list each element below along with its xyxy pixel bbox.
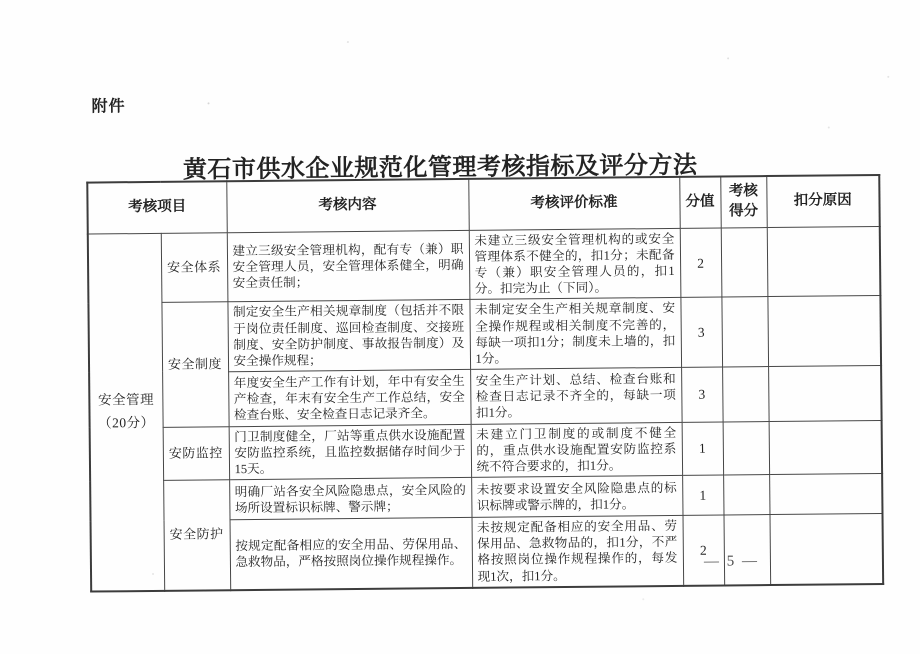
category-name: 安全管理 (98, 391, 155, 408)
reason-cell (769, 514, 883, 585)
standard-cell: 安全生产计划、总结、检查台账和检查日志记录不齐全的，每缺一项扣1分。 (470, 367, 682, 424)
subitem-cell: 安防监控 (163, 427, 230, 481)
score-cell: 1 (682, 475, 723, 515)
earned-cell (723, 421, 770, 475)
subitem-cell: 安全体系 (161, 233, 228, 303)
standard-cell: 未制定安全生产相关规章制度、安全操作规程或相关制度不完善的，每缺一项扣1分；制度未上墙的，扣1分。 (469, 298, 681, 369)
header-earned: 考核得分 (720, 176, 766, 228)
header-score: 分值 (679, 176, 720, 228)
standard-cell: 未建立门卫制度的或制度不健全的，重点供水设施配置安防监控系统不符合要求的，扣1分。 (471, 422, 683, 477)
content-cell: 明确厂站各安全风险隐患点，安全风险的场所设置标识标牌、警示牌； (229, 478, 471, 520)
score-cell: 3 (681, 367, 723, 422)
content-cell: 门卫制度健全，厂站等重点供水设施配置安防监控系统，且监控数据储存时间少于15天。 (229, 424, 472, 480)
earned-cell (722, 366, 769, 421)
attachment-label: 附件 (91, 98, 126, 116)
content-cell: 按规定配备相应的安全用品、劳保用品、急救物品，严格按照岗位操作规程操作。 (230, 518, 473, 590)
header-standard: 考核评价标准 (468, 177, 679, 231)
earned-cell (723, 475, 769, 515)
header-content: 考核内容 (226, 179, 468, 233)
table-row (88, 296, 881, 373)
table-header-row (87, 175, 879, 234)
scan-noise (208, 102, 210, 104)
category-points: （20分） (98, 414, 155, 431)
earned-cell (721, 297, 768, 367)
table-row (90, 420, 882, 481)
assessment-table (86, 174, 884, 592)
reason-cell (768, 365, 882, 421)
header-reason: 扣分原因 (766, 175, 879, 228)
standard-cell: 未建立三级安全管理机构的或安全管理体系不健全的，扣1分；未配备专（兼）职安全管理人员的，扣1分。扣完为止（下同）。 (469, 228, 681, 299)
standard-cell: 未按规定配备相应的安全用品、劳保用品、急救物品的，扣1分，不严格按照岗位操作规程操作的，每发现1次，扣1分。 (472, 516, 684, 588)
reason-cell (769, 474, 882, 515)
score-cell: 1 (682, 422, 724, 476)
subitem-cell: 安全制度 (161, 302, 228, 427)
earned-cell (721, 228, 768, 298)
content-cell: 年度安全生产工作有计划，年中有安全生产检查，年末有安全生产工作总结，安全检查台账、安全检查日志记录齐全。 (228, 369, 471, 426)
reason-cell (769, 420, 883, 474)
header-item: 考核项目 (87, 181, 226, 234)
earned-cell (724, 515, 771, 585)
page-number: — 5 — (703, 553, 760, 570)
subitem-cell: 安全防护 (163, 480, 230, 591)
page-title: 黄石市供水企业规范化管理考核指标及评分方法 (182, 152, 698, 184)
reason-cell (767, 296, 881, 367)
score-cell: 2 (680, 228, 722, 298)
score-cell: 3 (680, 297, 722, 367)
content-cell: 制定安全生产相关规章制度（包括并不限于岗位责任制度、巡回检查制度、交接班制度、安全防护制度、事故报告制度）及安全操作规程； (227, 300, 470, 372)
table-row (88, 226, 881, 303)
standard-cell: 未按要求设置安全风险隐患点的标识标牌或警示牌的，扣1分。 (471, 476, 682, 518)
content-cell: 建立三级安全管理机构，配有专（兼）职安全管理人员，安全管理体系健全，明确安全责任制； (227, 230, 470, 302)
category-cell (88, 233, 164, 591)
reason-cell (767, 226, 881, 297)
score-cell: 2 (683, 515, 725, 585)
